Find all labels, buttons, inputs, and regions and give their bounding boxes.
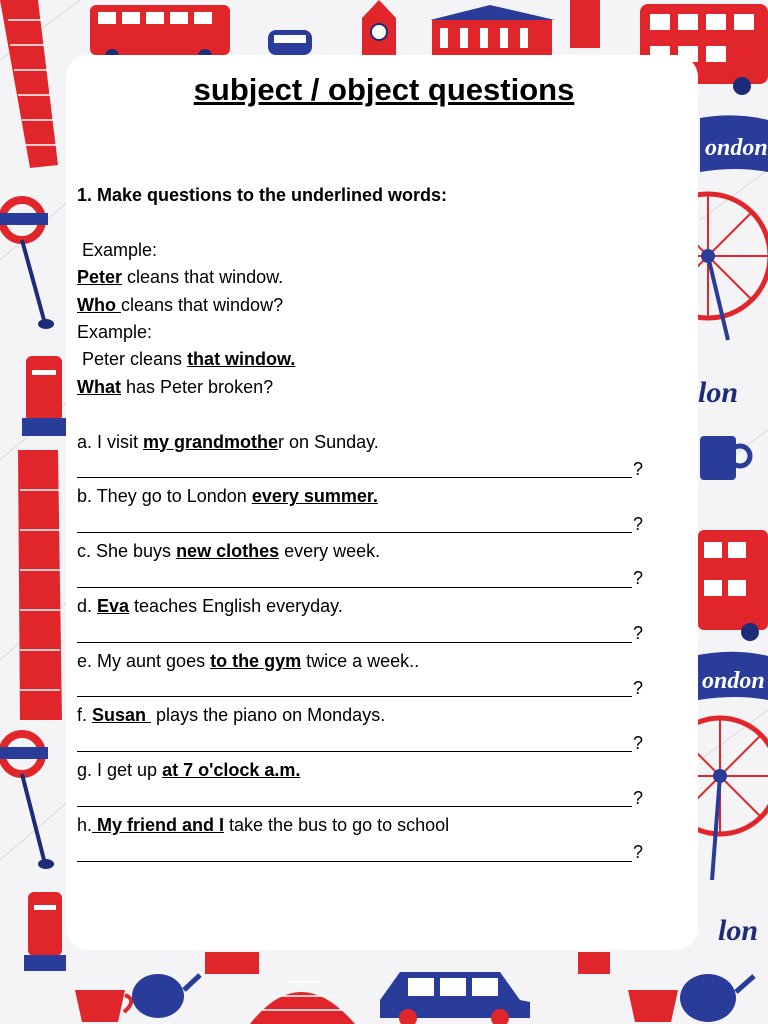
- underlined-word: My friend and I: [92, 814, 225, 835]
- instruction: 1. Make questions to the underlined words:: [77, 185, 448, 205]
- big-ben-icon: [362, 0, 396, 58]
- underlined-word: Peter: [77, 267, 123, 288]
- mug-icon: [700, 436, 750, 480]
- exercise-sentence-b: b. They go to London every summer.: [77, 486, 378, 507]
- exercise-sentence-d: d. Eva teaches English everyday.: [77, 595, 343, 616]
- answer-blank[interactable]: [77, 514, 632, 533]
- london-wordmark-icon: lon: [718, 914, 759, 947]
- answer-line[interactable]: [77, 675, 677, 702]
- double-decker-bus-icon: [698, 530, 768, 641]
- underground-sign-icon: [0, 734, 54, 869]
- question-mark: ?: [633, 623, 644, 644]
- example-sentence: Peter cleans that window.: [77, 267, 284, 288]
- underlined-word: that window.: [187, 349, 296, 370]
- underlined-word: at 7 o'clock a.m.: [162, 760, 301, 781]
- tower-icon: [570, 0, 600, 48]
- example-label: Example:: [77, 239, 158, 260]
- question-mark: ?: [633, 678, 644, 699]
- exercise-sentence-f: f. Susan plays the piano on Mondays.: [77, 705, 386, 726]
- question-mark: ?: [633, 568, 644, 589]
- exercise-sentence-a: a. I visit my grandmother on Sunday.: [77, 431, 379, 452]
- example-question: Who cleans that window?: [77, 294, 284, 315]
- bus-roof-icon: [578, 952, 610, 974]
- question-mark: ?: [633, 732, 644, 753]
- answer-blank[interactable]: [77, 788, 632, 807]
- exercise-sentence-e: e. My aunt goes to the gym twice a week..: [77, 650, 420, 671]
- answer-line[interactable]: [77, 730, 677, 757]
- underlined-word: my grandmothe: [143, 431, 279, 452]
- exercise-sentence-c: c. She buys new clothes every week.: [77, 541, 381, 562]
- question-mark: ?: [633, 458, 644, 479]
- question-word: What: [77, 376, 121, 397]
- underlined-word: every summer.: [251, 486, 378, 507]
- underlined-word: Susan: [92, 705, 152, 726]
- svg-text:ondon: ondon: [705, 135, 768, 161]
- underlined-word: Eva: [97, 595, 130, 616]
- example-label: Example:: [77, 321, 153, 342]
- london-wordmark-icon: [698, 652, 768, 700]
- worksheet-content: [77, 182, 677, 867]
- teacup-icon: [75, 990, 131, 1022]
- london-wordmark-icon: lon: [698, 376, 739, 409]
- answer-blank[interactable]: [77, 733, 632, 752]
- building-icon: [430, 5, 555, 56]
- example-sentence: Peter cleans that window.: [77, 349, 296, 370]
- question-word: Who: [77, 294, 121, 315]
- exercise-list: [77, 429, 677, 867]
- teapot-icon: [132, 974, 200, 1018]
- bus-roof-icon: [205, 952, 259, 974]
- post-box-icon: [22, 356, 66, 436]
- answer-line[interactable]: [77, 620, 677, 647]
- answer-blank[interactable]: [77, 678, 632, 697]
- answer-blank[interactable]: [77, 569, 632, 588]
- taxi-icon: [380, 972, 530, 1024]
- exercise-sentence-g: g. I get up at 7 o'clock a.m.: [77, 760, 301, 781]
- worksheet-title: subject / object questions: [193, 72, 575, 107]
- london-wordmark-icon: [700, 115, 768, 172]
- answer-line[interactable]: [77, 839, 677, 866]
- answer-line[interactable]: [77, 511, 677, 538]
- svg-text:ondon: ondon: [702, 668, 765, 694]
- answer-blank[interactable]: [77, 459, 632, 478]
- exercise-sentence-h: h. My friend and I take the bus to go to school: [77, 814, 450, 835]
- answer-line[interactable]: [77, 565, 677, 592]
- answer-line[interactable]: [77, 785, 677, 812]
- question-mark: ?: [633, 513, 644, 534]
- example-question: What has Peter broken?: [77, 376, 274, 397]
- gherkin-dome-icon: [250, 982, 355, 1024]
- answer-blank[interactable]: [77, 624, 632, 643]
- bus-front-icon: [268, 30, 312, 55]
- answer-blank[interactable]: [77, 843, 632, 862]
- underlined-word: to the gym: [210, 650, 302, 671]
- underlined-word: new clothes: [176, 541, 280, 562]
- teapot-icon: [680, 974, 754, 1022]
- gherkin-tower-icon: [18, 450, 62, 720]
- underground-sign-icon: [0, 200, 54, 329]
- question-mark: ?: [633, 842, 644, 863]
- teacup-icon: [628, 990, 678, 1022]
- answer-line[interactable]: [77, 456, 677, 483]
- post-box-icon: [24, 892, 66, 971]
- question-mark: ?: [633, 787, 644, 808]
